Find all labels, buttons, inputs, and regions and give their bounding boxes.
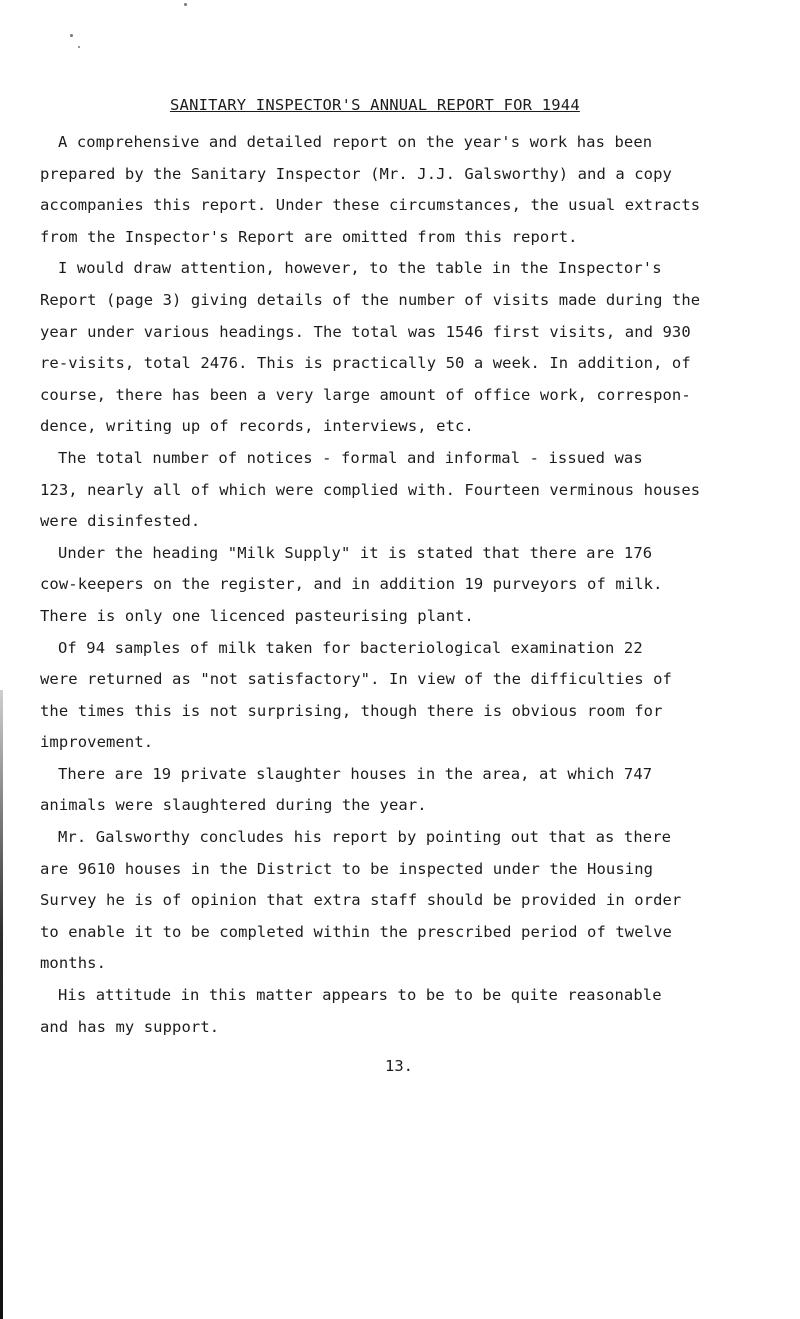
scan-speck <box>184 3 187 6</box>
text-line: The total number of notices - formal and informal - issued was <box>58 448 643 467</box>
text-line: prepared by the Sanitary Inspector (Mr. J.J. Galsworthy) and a copy <box>40 164 672 183</box>
text-line: A comprehensive and detailed report on the year's work has been <box>58 133 653 151</box>
text-line: re-visits, total 2476. This is practically 50 a week. In addition, of <box>40 354 691 373</box>
text-line: Of 94 samples of milk taken for bacteriological examination 22 <box>58 638 643 657</box>
text-line: animals were slaughtered during the year. <box>40 796 427 815</box>
page-number: 13. <box>385 1057 413 1075</box>
text-line: Report (page 3) giving details of the number of visits made during the <box>40 290 701 309</box>
text-line: There is only one licenced pasteurising plant. <box>40 606 474 625</box>
scan-edge-shadow <box>0 690 3 1319</box>
text-line: and has my support. <box>40 1017 220 1036</box>
text-line: Survey he is of opinion that extra staff should be provided in order <box>40 891 682 910</box>
text-line: improvement. <box>40 733 154 752</box>
text-line: the times this is not surprising, though there is obvious room for <box>40 701 663 720</box>
text-line: were disinfested. <box>40 512 201 531</box>
text-line: are 9610 houses in the District to be inspected under the Housing <box>40 859 654 878</box>
text-line: Under the heading "Milk Supply" it is stated that there are 176 <box>58 543 653 562</box>
text-line: course, there has been a very large amount of office work, correspon- <box>40 385 691 404</box>
text-line: from the Inspector's Report are omitted from this report. <box>40 227 578 246</box>
text-line: 123, nearly all of which were complied with. Fourteen verminous houses <box>40 480 701 499</box>
scan-speck <box>78 46 80 48</box>
text-line: His attitude in this matter appears to be to be quite reasonable <box>58 986 662 1005</box>
text-line: months. <box>40 954 107 973</box>
text-line: There are 19 private slaughter houses in the area, at which 747 <box>58 764 653 783</box>
text-line: were returned as "not satisfactory". In view of the difficulties of <box>40 670 672 689</box>
text-line: I would draw attention, however, to the table in the Inspector's <box>58 259 662 278</box>
text-line: accompanies this report. Under these circumstances, the usual extracts <box>40 196 701 215</box>
text-line: Mr. Galsworthy concludes his report by pointing out that as there <box>58 828 672 847</box>
text-line: dence, writing up of records, interviews, etc. <box>40 417 474 436</box>
text-line: year under various headings. The total was 1546 first visits, and 930 <box>40 322 691 341</box>
text-line: cow-keepers on the register, and in addition 19 purveyors of milk. <box>40 575 663 594</box>
text-line: to enable it to be completed within the prescribed period of twelve <box>40 922 672 941</box>
page-title: SANITARY INSPECTOR'S ANNUAL REPORT FOR 1944 <box>170 96 580 114</box>
scan-speck <box>70 34 73 37</box>
report-body <box>40 127 758 1043</box>
